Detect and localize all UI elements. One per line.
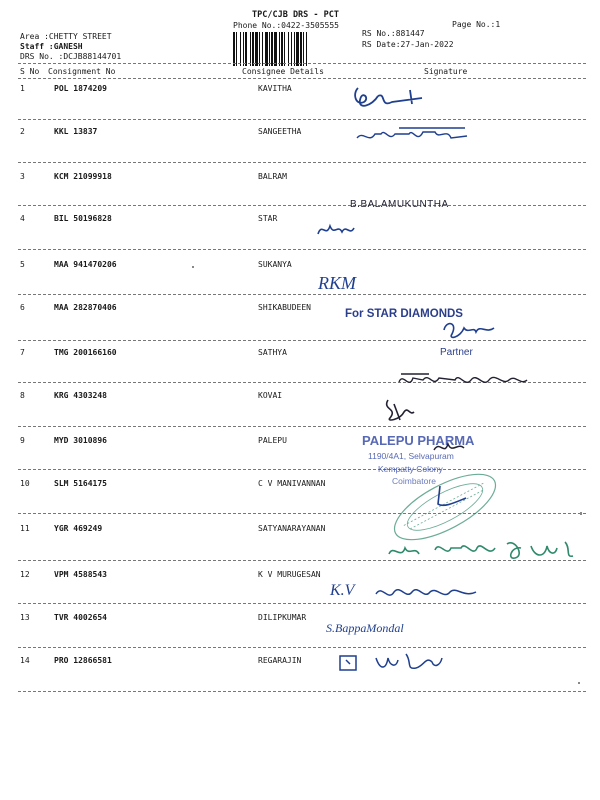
- table-row: [0, 172, 600, 181]
- row-sno: 1: [20, 84, 25, 93]
- row-divider: [18, 340, 586, 341]
- row-consignee: SATYANARAYANAN: [258, 524, 326, 533]
- barcode-bar: [274, 32, 277, 66]
- row-divider: [18, 294, 586, 295]
- scan-speck: [578, 682, 580, 684]
- row-consignee: BALRAM: [258, 172, 287, 181]
- signature-kavitha: [350, 84, 440, 116]
- table-row: [0, 260, 600, 269]
- row-consignee: DILIPKUMAR: [258, 613, 307, 622]
- header-rule-bottom: [18, 78, 586, 79]
- row-sno: 6: [20, 303, 25, 312]
- row-consignee: SUKANYA: [258, 260, 292, 269]
- signature-palepu: [430, 436, 470, 458]
- partner-stamp: Partner: [440, 347, 473, 358]
- row-consignee: SANGEETHA: [258, 127, 302, 136]
- row-divider: [18, 691, 586, 692]
- rs-date: RS Date:27-Jan-2022: [362, 40, 454, 49]
- table-row: [0, 127, 600, 136]
- barcode-bar: [271, 32, 273, 66]
- row-consignee: REGARAJIN: [258, 656, 302, 665]
- row-sno: 14: [20, 656, 30, 665]
- col-sno: S No: [20, 67, 40, 76]
- table-row: [0, 570, 600, 579]
- row-sno: 2: [20, 127, 25, 136]
- row-consignment: TMG 200166160: [54, 348, 117, 357]
- table-row: [0, 524, 600, 533]
- star-diamonds-stamp: For STAR DIAMONDS: [345, 308, 463, 320]
- signature-shikabudeen: [440, 318, 500, 340]
- row-consignment: TVR 4002654: [54, 613, 107, 622]
- row-consignment: PRO 12866581: [54, 656, 112, 665]
- area-label: Area :CHETTY STREET: [20, 32, 112, 41]
- row-consignment: SLM 5164175: [54, 479, 107, 488]
- row-consignee: STAR: [258, 214, 278, 223]
- barcode-bar: [252, 32, 254, 66]
- palepu-stamp-city: Coimbatore: [392, 476, 436, 486]
- row-consignment: POL 1874209: [54, 84, 107, 93]
- barcode-bar: [236, 32, 237, 66]
- barcode-bar: [279, 32, 280, 66]
- barcode-bar: [250, 32, 251, 66]
- row-divider: [18, 162, 586, 163]
- table-row: [0, 303, 600, 312]
- rs-number: RS No.:881447: [362, 29, 425, 38]
- row-divider: [18, 119, 586, 120]
- palepu-stamp-area: Kempatty Colony: [378, 464, 443, 474]
- signature-star: [316, 218, 356, 240]
- row-consignment: MAA 282870406: [54, 303, 117, 312]
- handwritten-name-balram: B.BALAMUKUNTHA: [350, 199, 449, 210]
- signature-manivannan: [432, 484, 472, 510]
- row-sno: 12: [20, 570, 30, 579]
- row-divider: [18, 603, 586, 604]
- barcode-bar: [245, 32, 247, 66]
- row-divider: [18, 205, 586, 206]
- header-rule-top: [18, 63, 586, 64]
- row-sno: 5: [20, 260, 25, 269]
- row-sno: 9: [20, 436, 25, 445]
- signature-kovai: [380, 398, 416, 424]
- barcode-bar: [243, 32, 244, 66]
- barcode-bar: [269, 32, 270, 66]
- row-sno: 13: [20, 613, 30, 622]
- barcode-bar: [300, 32, 302, 66]
- row-consignment: BIL 50196828: [54, 214, 112, 223]
- barcode-bar: [262, 32, 263, 66]
- row-sno: 8: [20, 391, 25, 400]
- table-row: [0, 84, 600, 93]
- row-consignment: KKL 13837: [54, 127, 98, 136]
- barcode-bar: [294, 32, 295, 66]
- col-consignee: Consignee Details: [242, 67, 324, 76]
- row-consignment: MYD 3010896: [54, 436, 107, 445]
- row-consignment: KRG 4303248: [54, 391, 107, 400]
- row-consignment: VPM 4588543: [54, 570, 107, 579]
- row-consignee: PALEPU: [258, 436, 287, 445]
- phone-number: Phone No.:0422-3505555: [233, 21, 339, 30]
- barcode-bar: [259, 32, 260, 66]
- barcode-bar: [306, 32, 307, 66]
- barcode-bar: [284, 32, 285, 66]
- barcode-bar: [281, 32, 283, 66]
- signature-regarajin: [336, 648, 446, 674]
- scan-speck: [580, 512, 582, 515]
- row-sno: 3: [20, 172, 25, 181]
- signature-sukanya: RKM: [318, 273, 356, 293]
- barcode-bar: [288, 32, 289, 66]
- signature-dilipkumar: S.BappaMondal: [326, 621, 404, 635]
- barcode-bar: [296, 32, 299, 66]
- barcode-bar: [233, 32, 235, 66]
- sheet-title: TPC/CJB DRS - PCT: [252, 10, 339, 20]
- row-sno: 4: [20, 214, 25, 223]
- signature-sathya: [395, 368, 535, 396]
- signature-satyanarayanan: [385, 536, 580, 566]
- row-sno: 11: [20, 524, 30, 533]
- signature-kv-initials: K.V: [330, 582, 355, 599]
- row-consignee: KOVAI: [258, 391, 283, 400]
- row-divider: [18, 469, 586, 470]
- col-signature: Signature: [424, 67, 468, 76]
- scan-speck: [192, 266, 194, 268]
- barcode-bar: [255, 32, 258, 66]
- barcode-bar: [240, 32, 241, 66]
- row-consignee: K V MURUGESAN: [258, 570, 321, 579]
- row-consignment: YGR 469249: [54, 524, 103, 533]
- barcode-bar: [265, 32, 268, 66]
- staff-label: Staff :GANESH: [20, 42, 83, 51]
- barcode-bar: [303, 32, 304, 66]
- signature-kv-murugesan: [372, 580, 482, 606]
- table-row: [0, 656, 600, 665]
- row-sno: 7: [20, 348, 25, 357]
- barcode: [232, 32, 354, 66]
- page-number: Page No.:1: [452, 20, 501, 29]
- row-consignment: MAA 941470206: [54, 260, 117, 269]
- col-consignment: Consignment No: [48, 67, 116, 76]
- signature-sangeetha: [355, 124, 475, 150]
- row-divider: [18, 426, 586, 427]
- barcode-bar: [291, 32, 292, 66]
- row-sno: 10: [20, 479, 30, 488]
- row-consignment: KCM 21099918: [54, 172, 112, 181]
- row-consignee: SATHYA: [258, 348, 287, 357]
- table-row: [0, 214, 600, 223]
- row-consignee: SHIKABUDEEN: [258, 303, 311, 312]
- row-consignee: C V MANIVANNAN: [258, 479, 326, 488]
- table-row: [0, 613, 600, 622]
- row-consignee: KAVITHA: [258, 84, 292, 93]
- row-divider: [18, 647, 586, 648]
- drs-number: DRS No. :DCJB88144701: [20, 52, 122, 61]
- palepu-stamp-address: 1190/4A1, Selvapuram: [368, 451, 454, 461]
- palepu-stamp-name: PALEPU PHARMA: [362, 433, 475, 448]
- row-divider: [18, 249, 586, 250]
